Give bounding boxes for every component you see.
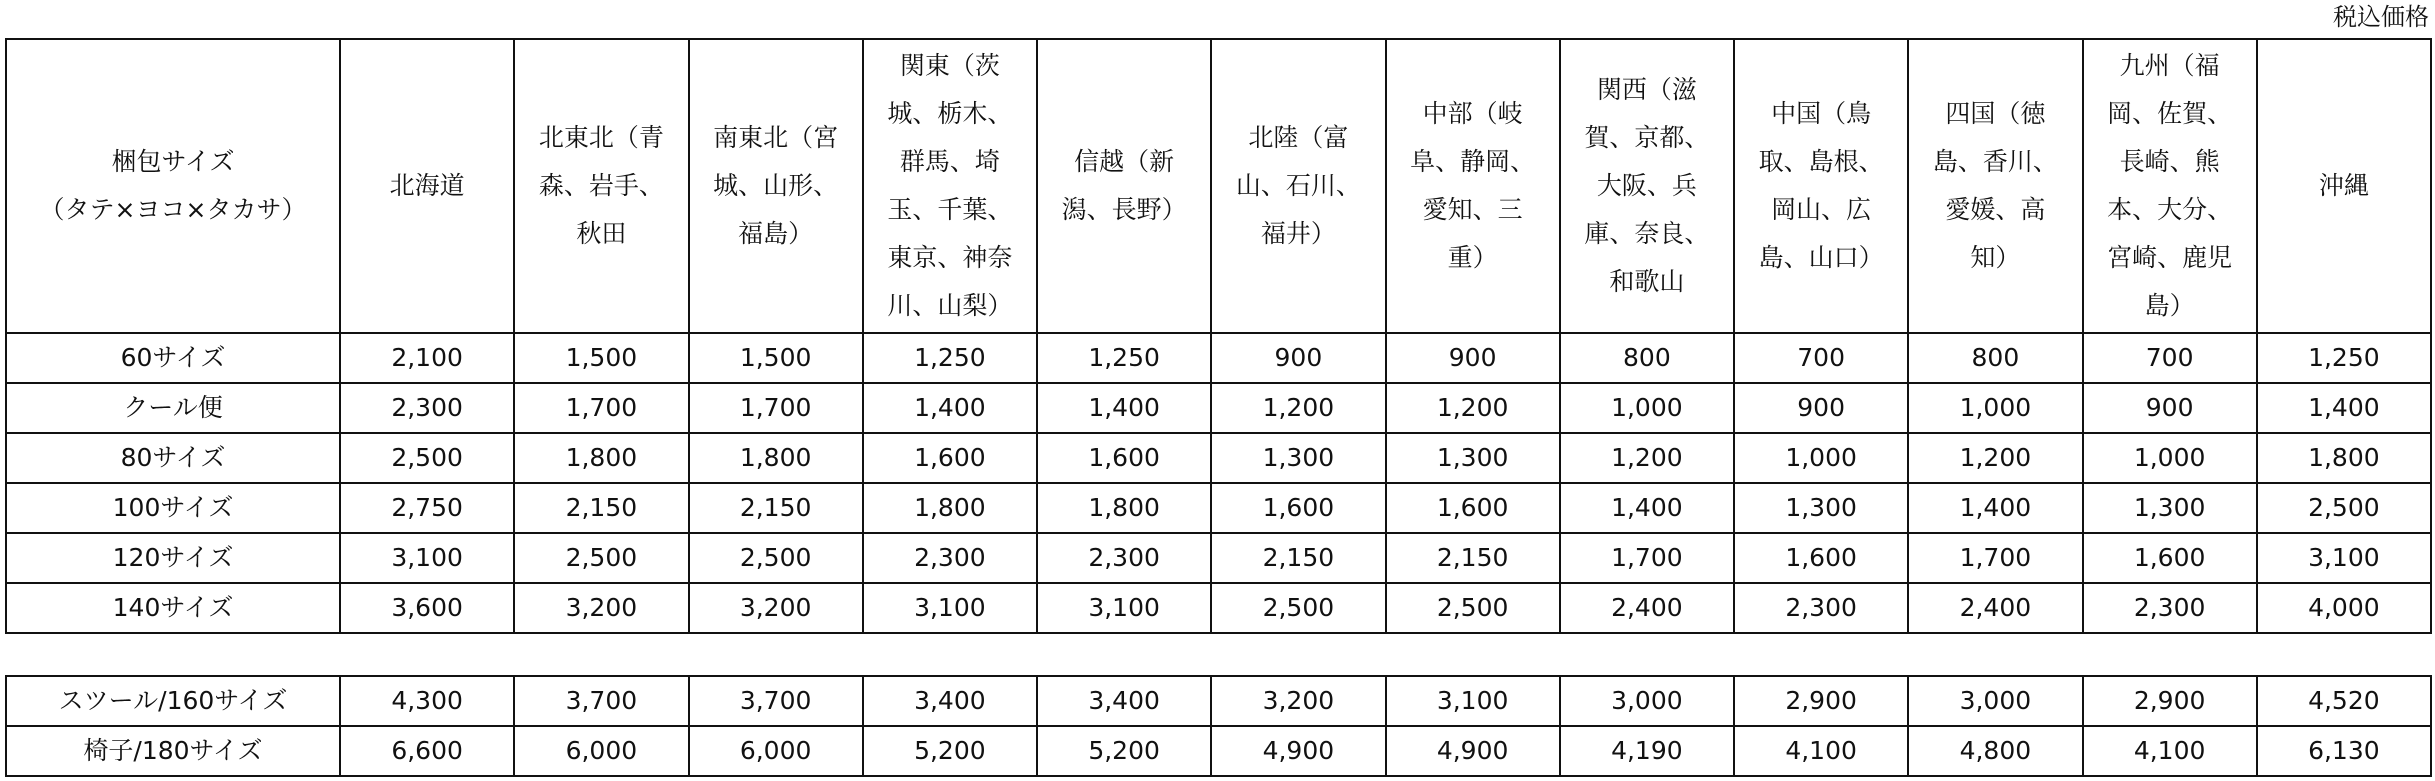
price-cell: 2,150 xyxy=(514,483,688,533)
tax-included-note: 税込価格 xyxy=(2333,3,2429,31)
table-row xyxy=(6,533,2431,583)
price-cell: 4,190 xyxy=(1560,726,1734,776)
price-cell: 700 xyxy=(1734,333,1908,383)
price-cell: 3,200 xyxy=(689,583,863,633)
price-cell: 4,900 xyxy=(1386,726,1560,776)
price-cell: 1,600 xyxy=(1037,433,1211,483)
header-region: 四国（徳 島、香川、 愛媛、高 知） xyxy=(1908,39,2082,333)
price-cell: 1,700 xyxy=(514,383,688,433)
price-cell: 1,300 xyxy=(1734,483,1908,533)
price-cell: 2,150 xyxy=(1386,533,1560,583)
price-cell: 3,200 xyxy=(514,583,688,633)
size-label: クール便 xyxy=(6,383,340,433)
header-region: 信越（新 潟、長野） xyxy=(1037,39,1211,333)
price-cell: 1,200 xyxy=(1386,383,1560,433)
price-cell: 1,500 xyxy=(514,333,688,383)
price-cell: 1,400 xyxy=(1037,383,1211,433)
table-row xyxy=(6,483,2431,533)
price-cell: 3,100 xyxy=(1037,583,1211,633)
size-label: 60サイズ xyxy=(6,333,340,383)
price-cell: 4,900 xyxy=(1211,726,1385,776)
price-cell: 1,800 xyxy=(689,433,863,483)
price-cell: 1,250 xyxy=(1037,333,1211,383)
price-cell: 3,700 xyxy=(689,676,863,726)
price-cell: 1,400 xyxy=(1560,483,1734,533)
price-cell: 6,130 xyxy=(2257,726,2431,776)
price-cell: 4,100 xyxy=(2083,726,2257,776)
price-cell: 900 xyxy=(1211,333,1385,383)
price-cell: 2,500 xyxy=(689,533,863,583)
price-cell: 2,400 xyxy=(1908,583,2082,633)
header-region: 関東（茨 城、栃木、 群馬、埼 玉、千葉、 東京、神奈 川、山梨） xyxy=(863,39,1037,333)
price-cell: 1,300 xyxy=(1211,433,1385,483)
price-cell: 3,600 xyxy=(340,583,514,633)
price-cell: 1,400 xyxy=(863,383,1037,433)
price-cell: 2,300 xyxy=(1037,533,1211,583)
price-cell: 4,300 xyxy=(340,676,514,726)
header-region: 北海道 xyxy=(340,39,514,333)
price-cell: 4,100 xyxy=(1734,726,1908,776)
price-cell: 2,300 xyxy=(340,383,514,433)
table-row xyxy=(6,583,2431,633)
header-region: 南東北（宮 城、山形、 福島） xyxy=(689,39,863,333)
price-cell: 1,000 xyxy=(1734,433,1908,483)
price-cell: 3,000 xyxy=(1908,676,2082,726)
price-cell: 1,400 xyxy=(1908,483,2082,533)
price-cell: 6,000 xyxy=(689,726,863,776)
price-cell: 1,400 xyxy=(2257,383,2431,433)
price-cell: 1,800 xyxy=(514,433,688,483)
size-label: スツール/160サイズ xyxy=(6,676,340,726)
price-cell: 1,700 xyxy=(1908,533,2082,583)
header-row xyxy=(6,39,2431,333)
shipping-rate-table xyxy=(5,38,2432,634)
price-cell: 2,500 xyxy=(340,433,514,483)
price-cell: 4,000 xyxy=(2257,583,2431,633)
price-cell: 2,500 xyxy=(1211,583,1385,633)
price-cell: 1,700 xyxy=(689,383,863,433)
price-cell: 4,520 xyxy=(2257,676,2431,726)
price-cell: 3,000 xyxy=(1560,676,1734,726)
price-cell: 1,000 xyxy=(2083,433,2257,483)
header-region: 中国（鳥 取、島根、 岡山、広 島、山口） xyxy=(1734,39,1908,333)
price-cell: 3,100 xyxy=(1386,676,1560,726)
size-label: 120サイズ xyxy=(6,533,340,583)
price-cell: 2,500 xyxy=(2257,483,2431,533)
price-cell: 1,600 xyxy=(2083,533,2257,583)
price-cell: 1,600 xyxy=(1734,533,1908,583)
price-cell: 800 xyxy=(1908,333,2082,383)
price-cell: 1,200 xyxy=(1560,433,1734,483)
price-cell: 2,900 xyxy=(2083,676,2257,726)
price-cell: 1,300 xyxy=(1386,433,1560,483)
size-label: 100サイズ xyxy=(6,483,340,533)
size-label: 椅子/180サイズ xyxy=(6,726,340,776)
price-cell: 3,200 xyxy=(1211,676,1385,726)
price-cell: 1,800 xyxy=(863,483,1037,533)
price-cell: 6,600 xyxy=(340,726,514,776)
table-row xyxy=(6,333,2431,383)
price-cell: 3,100 xyxy=(2257,533,2431,583)
large-item-rate-table xyxy=(5,675,2432,777)
price-cell: 4,800 xyxy=(1908,726,2082,776)
price-cell: 2,100 xyxy=(340,333,514,383)
price-cell: 900 xyxy=(2083,383,2257,433)
price-cell: 5,200 xyxy=(1037,726,1211,776)
price-cell: 1,800 xyxy=(2257,433,2431,483)
table-row xyxy=(6,433,2431,483)
price-cell: 1,500 xyxy=(689,333,863,383)
table-row xyxy=(6,726,2431,776)
price-cell: 2,500 xyxy=(1386,583,1560,633)
table-row xyxy=(6,676,2431,726)
price-cell: 2,750 xyxy=(340,483,514,533)
price-cell: 2,300 xyxy=(1734,583,1908,633)
price-cell: 1,600 xyxy=(1211,483,1385,533)
price-cell: 3,400 xyxy=(863,676,1037,726)
price-cell: 2,900 xyxy=(1734,676,1908,726)
price-cell: 2,300 xyxy=(2083,583,2257,633)
price-cell: 1,200 xyxy=(1211,383,1385,433)
table-row xyxy=(6,383,2431,433)
price-cell: 1,200 xyxy=(1908,433,2082,483)
price-cell: 1,300 xyxy=(2083,483,2257,533)
price-cell: 2,400 xyxy=(1560,583,1734,633)
header-region: 北陸（富 山、石川、 福井） xyxy=(1211,39,1385,333)
price-cell: 6,000 xyxy=(514,726,688,776)
price-cell: 3,100 xyxy=(863,583,1037,633)
price-cell: 1,700 xyxy=(1560,533,1734,583)
price-cell: 1,600 xyxy=(863,433,1037,483)
price-cell: 2,500 xyxy=(514,533,688,583)
header-region: 北東北（青 森、岩手、 秋田 xyxy=(514,39,688,333)
size-label: 80サイズ xyxy=(6,433,340,483)
price-cell: 1,600 xyxy=(1386,483,1560,533)
header-package-size: 梱包サイズ （タテ×ヨコ×タカサ） xyxy=(6,39,340,333)
price-cell: 900 xyxy=(1386,333,1560,383)
price-cell: 3,400 xyxy=(1037,676,1211,726)
header-region: 沖縄 xyxy=(2257,39,2431,333)
size-label: 140サイズ xyxy=(6,583,340,633)
price-cell: 700 xyxy=(2083,333,2257,383)
price-cell: 5,200 xyxy=(863,726,1037,776)
price-cell: 2,150 xyxy=(1211,533,1385,583)
header-region: 関西（滋 賀、京都、 大阪、兵 庫、奈良、 和歌山 xyxy=(1560,39,1734,333)
price-cell: 1,250 xyxy=(2257,333,2431,383)
header-region: 九州（福 岡、佐賀、 長崎、熊 本、大分、 宮崎、鹿児 島） xyxy=(2083,39,2257,333)
price-cell: 1,000 xyxy=(1560,383,1734,433)
price-cell: 3,700 xyxy=(514,676,688,726)
price-cell: 3,100 xyxy=(340,533,514,583)
price-cell: 1,000 xyxy=(1908,383,2082,433)
price-cell: 1,800 xyxy=(1037,483,1211,533)
header-region: 中部（岐 阜、静岡、 愛知、三 重） xyxy=(1386,39,1560,333)
price-cell: 1,250 xyxy=(863,333,1037,383)
price-cell: 900 xyxy=(1734,383,1908,433)
price-cell: 2,300 xyxy=(863,533,1037,583)
price-cell: 2,150 xyxy=(689,483,863,533)
price-cell: 800 xyxy=(1560,333,1734,383)
